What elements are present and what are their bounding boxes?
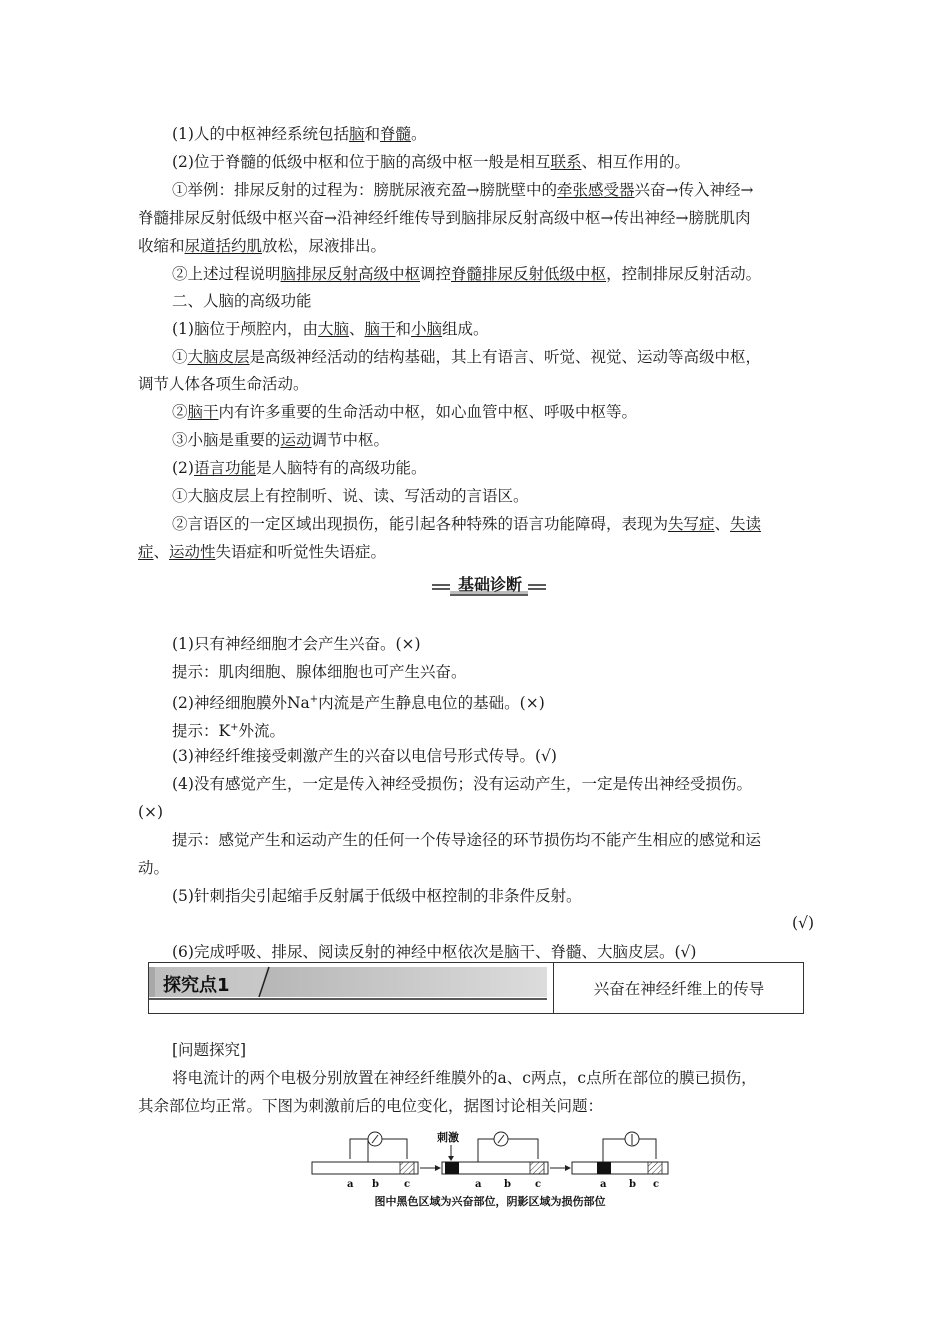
diag-h2: 提示：K+外流。 (172, 722, 285, 741)
label-c-1: c (404, 1179, 411, 1190)
panel-after (572, 1132, 668, 1174)
diag-h1: 提示：肌肉细胞、腺体细胞也可产生兴奋。 (172, 663, 467, 681)
para-cerebellum: ③小脑是重要的运动调节中枢。 (172, 431, 390, 449)
label-b-3: b (629, 1179, 636, 1190)
nerve-fiber-diagram (310, 1125, 670, 1220)
banner-label: 基础诊断 (457, 575, 522, 594)
diag-h4-cont: 动。 (138, 859, 170, 877)
explore-label-cell (149, 963, 553, 1013)
label-b-1: b (372, 1179, 379, 1190)
nerve-fiber-figure (310, 1125, 670, 1220)
diag-h4: 提示：感觉产生和运动产生的任何一个传导途径的环节损伤均不能产生相应的感觉和运 (172, 831, 762, 849)
para-brainstem: ②脑干内有许多重要的生命活动中枢，如心血管中枢、呼吸中枢等。 (172, 403, 638, 421)
label-a-3: a (600, 1179, 607, 1190)
diag-q4: (4)没有感觉产生，一定是传入神经受损伤；没有运动产生，一定是传出神经受损伤。 (172, 775, 752, 793)
explore-label: 探究点1 (163, 975, 230, 996)
para-conclusion: ②上述过程说明脑排尿反射高级中枢调控脊髓排尿反射低级中枢，控制排尿反射活动。 (172, 265, 762, 283)
label-c-3: c (653, 1179, 660, 1190)
diag-q5: (5)针刺指尖引起缩手反射属于低级中枢控制的非条件反射。 (172, 887, 582, 905)
para-centers: (2)位于脊髓的低级中枢和位于脑的高级中枢一般是相互联系、相互作用的。 (172, 153, 690, 171)
para-cortex: ①大脑皮层是高级神经活动的结构基础，其上有语言、听觉、视觉、运动等高级中枢， (172, 348, 762, 366)
explore-box (148, 962, 804, 1014)
label-b-2: b (504, 1179, 511, 1190)
diag-q1: (1)只有神经细胞才会产生兴奋。(×) (172, 635, 421, 653)
para-speech-area: ①大脑皮层上有控制听、说、读、写活动的言语区。 (172, 487, 529, 505)
diag-q2: (2)神经细胞膜外Na+内流是产生静息电位的基础。(×) (172, 694, 545, 713)
stimulus-label: 刺激 (437, 1131, 459, 1144)
para-aphasia: ②言语区的一定区域出现损伤，能引起各种特殊的语言功能障碍，表现为失写症、失读 (172, 515, 762, 533)
diag-q5-mark: (√) (792, 914, 814, 932)
explore-title: 兴奋在神经纤维上的传导 (553, 963, 804, 1013)
figure-caption: 图中黑色区域为兴奋部位，阴影区域为损伤部位 (374, 1195, 606, 1208)
diagnosis-banner (432, 572, 546, 598)
para-example-end: 收缩和尿道括约肌放松，尿液排出。 (138, 237, 387, 255)
para-language: (2)语言功能是人脑特有的高级功能。 (172, 459, 427, 477)
para-example: ①举例：排尿反射的过程为：膀胱尿液充盈→膀胱壁中的牵张感受器兴奋→传入神经→ (172, 181, 754, 199)
label-a-1: a (347, 1179, 354, 1190)
label-a-2: a (475, 1179, 482, 1190)
para-cortex-cont: 调节人体各项生命活动。 (138, 375, 309, 393)
diag-q4-mark: (×) (138, 803, 164, 821)
inquiry-para-cont: 其余部位均正常。下图为刺激前后的电位变化，据图讨论相关问题： (138, 1097, 604, 1115)
para-example-cont: 脊髓排尿反射低级中枢兴奋→沿神经纤维传导到脑排尿反射高级中枢→传出神经→膀胱肌肉 (138, 209, 751, 227)
diag-q6: (6)完成呼吸、排尿、阅读反射的神经中枢依次是脑干、脊髓、大脑皮层。(√) (172, 943, 697, 961)
inquiry-tag: [问题探究] (172, 1041, 247, 1059)
inquiry-para: 将电流计的两个电极分别放置在神经纤维膜外的a、c两点，c点所在部位的膜已损伤， (172, 1069, 757, 1087)
para-brain: (1)脑位于颅腔内，由大脑、脑干和小脑组成。 (172, 320, 489, 338)
section-heading: 二、人脑的高级功能 (172, 292, 312, 310)
para-aphasia-cont: 症、运动性失语症和听觉性失语症。 (138, 543, 387, 561)
diag-q3: (3)神经纤维接受刺激产生的兴奋以电信号形式传导。(√) (172, 747, 557, 765)
label-c-2: c (535, 1179, 542, 1190)
para-cns: (1)人的中枢神经系统包括脑和脊髓。 (172, 125, 427, 143)
panel-before (312, 1132, 418, 1174)
